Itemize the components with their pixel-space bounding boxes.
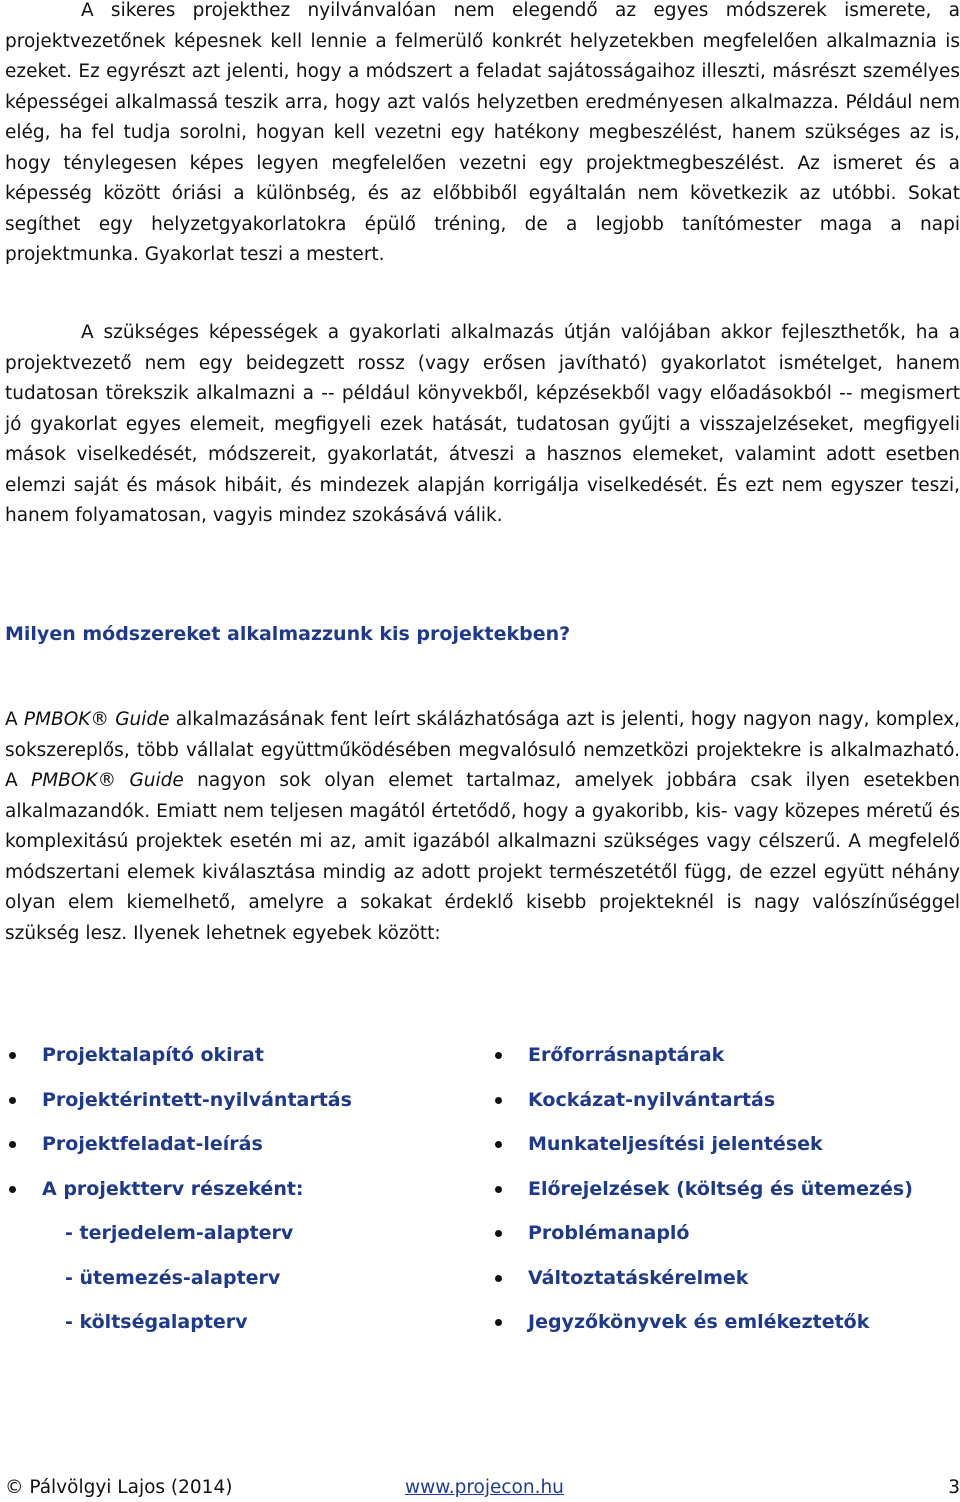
bullet-list-right [491, 1042, 960, 1354]
sub-list-item [5, 1220, 485, 1246]
list-item-label: Jegyzőkönyvek és emlékeztetők [528, 1311, 870, 1333]
paragraph-3 [5, 705, 960, 949]
page-footer [5, 1475, 960, 1501]
registered-mark-2: ® [97, 770, 130, 791]
p3-text-1: A [5, 709, 24, 730]
bullet-icon [495, 1186, 502, 1193]
list-item-label: Erőforrásnaptárak [528, 1044, 725, 1066]
bullet-icon [9, 1097, 16, 1104]
sub-list-item-label: - terjedelem-alapterv [65, 1222, 294, 1244]
list-item [491, 1087, 960, 1113]
list-item-label: Projektérintett-nyilvántartás [42, 1088, 352, 1111]
registered-mark-1: ® [90, 709, 116, 730]
list-item-label: Kockázat-nyilvántartás [528, 1088, 776, 1111]
list-item [5, 1131, 485, 1157]
bullet-icon [9, 1052, 16, 1059]
list-item-label: Projektfeladat-leírás [42, 1133, 263, 1155]
list-item-label: Problémanapló [528, 1222, 690, 1244]
sub-list-item [5, 1265, 485, 1291]
bullet-list-left [5, 1042, 485, 1354]
sub-list-item-label: - ütemezés-alapterv [65, 1266, 281, 1289]
list-item-label: Előrejelzések (költség és ütemezés) [528, 1177, 913, 1200]
list-item-label: Projektalapító okirat [42, 1044, 264, 1066]
sub-list-item [5, 1309, 485, 1335]
bullet-icon [495, 1275, 502, 1282]
list-item [491, 1176, 960, 1202]
section-heading: Milyen módszereket alkalmazzunk kis projektekben? [5, 623, 571, 645]
list-item [5, 1042, 485, 1068]
paragraph-1: A sikeres projekthez nyilvánvalóan nem elegendő az egyes módszerek ismerete, a projektvezetőnek képesnek kell lennie a felmerülő konkrét helyzetekben megfelelően alkalmaznia is ezeket. Ez egyrészt azt jelenti, hogy a módszert a feladat sajátosságaihoz illeszti, másrészt személyes képességei alkalmassá teszik arra, hogy azt valós helyzetben eredményesen alkalmazza. Például nem elég, ha fel tudja sorolni, hogyan kell vezetni egy hatékony megbeszélést, hanem szükséges az is, hogy ténylegesen képes legyen megfelelően vezetni egy projektmegbeszélést. Az ismeret és a képesség között óriási a különbség, és az előbbiből egyáltalán nem következik az utóbbi. Sokat segíthet egy helyzetgyakorlatokra épülő tréning, de a legjobb tanítómester maga a napi projektmunka. Gyakorlat teszi a mestert. [5, 0, 960, 265]
list-item [491, 1131, 960, 1157]
list-item [5, 1176, 485, 1202]
list-item [5, 1087, 485, 1113]
page-number: 3 [948, 1477, 960, 1498]
bullet-icon [495, 1097, 502, 1104]
footer-website-link[interactable]: www.projecon.hu [405, 1477, 564, 1498]
bullet-icon [495, 1052, 502, 1059]
bullet-icon [495, 1141, 502, 1148]
p3-text-3: nagyon sok olyan elemet tartalmaz, amelyek jobbára csak ilyen esetekben alkalmazandók. Emiatt nem teljesen magától értetődő, hogy a gyakoribb, kis- vagy közepes méretű és komplexitású projektek esetén mi az, amit igazából alkalmazni szükséges vagy célszerű. A megfelelő módszertani elemek kiválasztása mindig az adott projekt természetétől függ, de ezzel együtt néhány olyan elem kiemelhető, amelyre a sokakat érdeklő kisebb projekteknél is nagy valószínűséggel szükség lesz. Ilyenek lehetnek egyebek között: [5, 770, 960, 944]
list-item-label: Változtatáskérelmek [528, 1266, 749, 1289]
bullet-icon [495, 1230, 502, 1237]
bullet-icon [9, 1141, 16, 1148]
bullet-icon [9, 1186, 16, 1193]
list-item [491, 1309, 960, 1335]
pmbok-term-2: PMBOK [31, 770, 98, 791]
p3-text-2: alkalmazásának fent leírt skálázhatósága azt is jelenti, hogy nagyon nagy, komplex, sokszereplős, több vállalat együttműködésében megvalósuló nemzetközi projektekre is alkalmazható. A [5, 709, 960, 791]
list-item [491, 1220, 960, 1246]
bullet-icon [495, 1319, 502, 1326]
list-item [491, 1265, 960, 1291]
guide-term-1: Guide [115, 709, 170, 730]
paragraph-2: A szükséges képességek a gyakorlati alkalmazás útján valójában akkor fejleszthetők, ha a projektvezető nem egy beidegzett rossz (vagy erősen javítható) gyakorlatot ismételget, hanem tudatosan törekszik alkalmazni a -- például könyvekből, képzésekből vagy előadásokból -- megismert jó gyakorlat egyes elemeit, megfigyeli ezek hatását, tudatosan gyűjti a visszajelzéseket, megfigyeli mások viselkedését, módszereit, gyakorlatát, átveszi a hasznos elemeket, valamint adott esetben elemzi saját és mások hibáit, és mindezek alapján korrigálja viselkedését. És ezt nem egyszer teszi, hanem folyamatosan, vagyis mindez szokásává válik. [5, 322, 960, 526]
pmbok-term-1: PMBOK [23, 709, 91, 730]
footer-copyright: © Pálvölgyi Lajos (2014) [5, 1477, 233, 1498]
list-item-label: A projektterv részeként: [42, 1177, 304, 1200]
guide-term-2: Guide [129, 770, 184, 791]
list-item-label: Munkateljesítési jelentések [528, 1133, 823, 1155]
list-item [491, 1042, 960, 1068]
sub-list-item-label: - költségalapterv [65, 1311, 248, 1333]
